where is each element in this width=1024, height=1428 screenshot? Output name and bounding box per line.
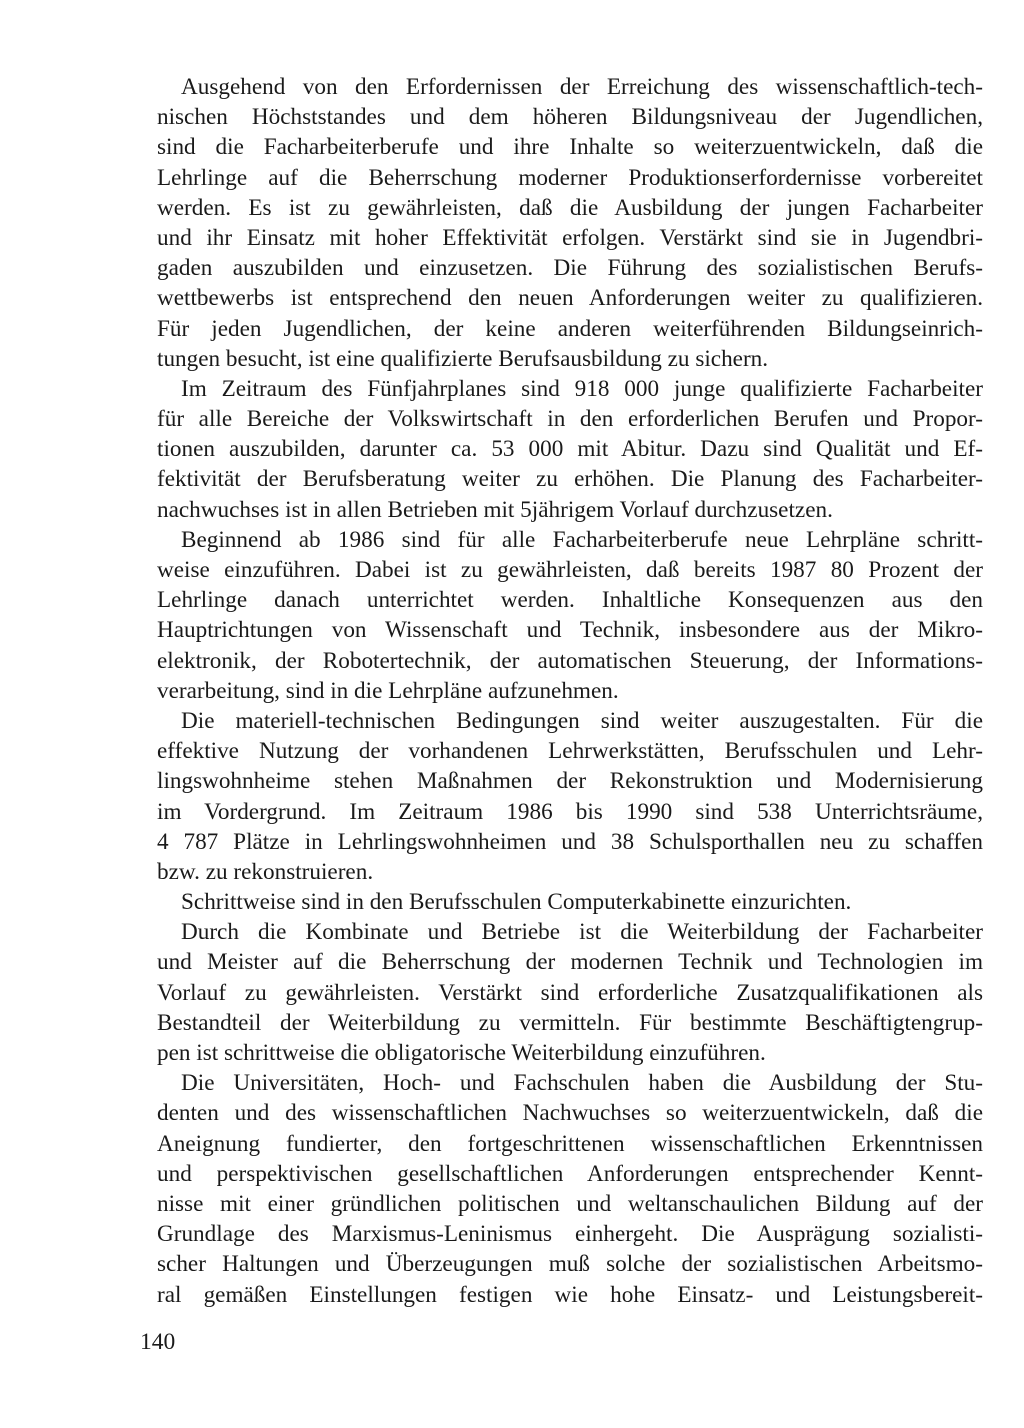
paragraph	[157, 887, 983, 917]
text-line: und ihr Einsatz mit hoher Effektivität erfolgen. Verstärkt sind sie in Jugendbri-	[157, 224, 983, 251]
text-line: bzw. zu rekonstruieren.	[157, 858, 374, 885]
text-line: sind die Facharbeiterberufe und ihre Inhalte so weiterzuentwickeln, daß die	[157, 134, 983, 161]
text-line: scher Haltungen und Überzeugungen muß solche der sozialistischen Arbeitsmo-	[157, 1251, 983, 1278]
text-line: elektronik, der Robotertechnik, der automatischen Steuerung, der Informations-	[157, 647, 983, 674]
text-line: Lehrlinge auf die Beherrschung moderner Produktionserfordernisse vorbereitet	[157, 164, 983, 191]
text-line: denten und des wissenschaftlichen Nachwuchses so weiterzuentwickeln, daß die	[157, 1100, 983, 1127]
paragraph	[157, 917, 983, 1068]
paragraph	[157, 1068, 983, 1310]
text-line: Beginnend ab 1986 sind für alle Facharbeiterberufe neue Lehrpläne schritt-	[181, 526, 983, 553]
text-line: effektive Nutzung der vorhandenen Lehrwerkstätten, Berufsschulen und Lehr-	[157, 738, 983, 765]
text-line: tionen auszubilden, darunter ca. 53 000 mit Abitur. Dazu sind Qualität und Ef-	[157, 436, 983, 463]
text-line: Für jeden Jugendlichen, der keine anderen weiterführenden Bildungseinrich-	[157, 315, 983, 342]
text-line: pen ist schrittweise die obligatorische Weiterbildung einzuführen.	[157, 1040, 766, 1066]
text-line: nachwuchses ist in allen Betrieben mit 5jährigem Vorlauf durchzusetzen.	[157, 496, 833, 523]
text-line: Hauptrichtungen von Wissenschaft und Technik, insbesondere aus der Mikro-	[157, 617, 983, 644]
text-line: nischen Höchststandes und dem höheren Bildungsniveau der Jugendlichen,	[157, 104, 983, 131]
text-line: Ausgehend von den Erfordernissen der Erreichung des wissenschaftlich-tech-	[181, 74, 983, 100]
text-line: verarbeitung, sind in die Lehrpläne aufzunehmen.	[157, 677, 619, 704]
text-line: für alle Bereiche der Volkswirtschaft in den erforderlichen Berufen und Propor-	[157, 406, 983, 433]
text-line: ral gemäßen Einstellungen festigen wie hohe Einsatz- und Leistungsbereit-	[157, 1281, 983, 1308]
text-line: Aneignung fundierter, den fortgeschrittenen wissenschaftlichen Erkenntnissen	[157, 1130, 983, 1157]
text-line: Vorlauf zu gewährleisten. Verstärkt sind erforderliche Zusatzqualifikationen als	[157, 979, 983, 1006]
page-number: 140	[140, 1329, 176, 1355]
paragraph	[157, 706, 983, 887]
text-line: und perspektivischen gesellschaftlichen Anforderungen entsprechender Kennt-	[157, 1160, 983, 1187]
text-line: Grundlage des Marxismus-Leninismus einhergeht. Die Ausprägung sozialisti-	[157, 1221, 983, 1248]
text-line: Durch die Kombinate und Betriebe ist die Weiterbildung der Facharbeiter	[181, 919, 983, 946]
paragraph	[157, 525, 983, 706]
text-line: Schrittweise sind in den Berufsschulen Computerkabinette einzurichten.	[181, 889, 852, 916]
text-line: Die materiell-technischen Bedingungen sind weiter auszugestalten. Für die	[181, 707, 983, 734]
paragraph	[157, 374, 983, 525]
page-body	[157, 72, 983, 1310]
text-line: tungen besucht, ist eine qualifizierte Berufsausbildung zu sichern.	[157, 345, 769, 372]
text-line: weise einzuführen. Dabei ist zu gewährleisten, daß bereits 1987 80 Prozent der	[157, 557, 983, 583]
text-line: Lehrlinge danach unterrichtet werden. Inhaltliche Konsequenzen aus den	[157, 587, 983, 614]
text-line: lingswohnheime stehen Maßnahmen der Rekonstruktion und Modernisierung	[157, 768, 983, 795]
text-line: Die Universitäten, Hoch- und Fachschulen haben die Ausbildung der Stu-	[181, 1070, 983, 1097]
text-line: Im Zeitraum des Fünfjahrplanes sind 918 000 junge qualifizierte Facharbeiter	[181, 375, 983, 402]
text-line: 4 787 Plätze in Lehrlingswohnheimen und 38 Schulsporthallen neu zu schaffen	[157, 828, 983, 855]
text-line: und Meister auf die Beherrschung der modernen Technik und Technologien im	[157, 949, 983, 976]
text-line: im Vordergrund. Im Zeitraum 1986 bis 1990 sind 538 Unterrichtsräume,	[157, 798, 983, 825]
paragraph	[157, 72, 983, 374]
text-line: nisse mit einer gründlichen politischen und weltanschaulichen Bildung auf der	[157, 1190, 983, 1217]
text-line: wettbewerbs ist entsprechend den neuen Anforderungen weiter zu qualifizieren.	[157, 285, 983, 312]
text-line: fektivität der Berufsberatung weiter zu erhöhen. Die Planung des Facharbeiter-	[157, 466, 983, 493]
text-line: werden. Es ist zu gewährleisten, daß die Ausbildung der jungen Facharbeiter	[157, 194, 983, 221]
text-line: gaden auszubilden und einzusetzen. Die Führung des sozialistischen Berufs-	[157, 255, 983, 282]
text-line: Bestandteil der Weiterbildung zu vermitteln. Für bestimmte Beschäftigtengrup-	[157, 1009, 983, 1036]
